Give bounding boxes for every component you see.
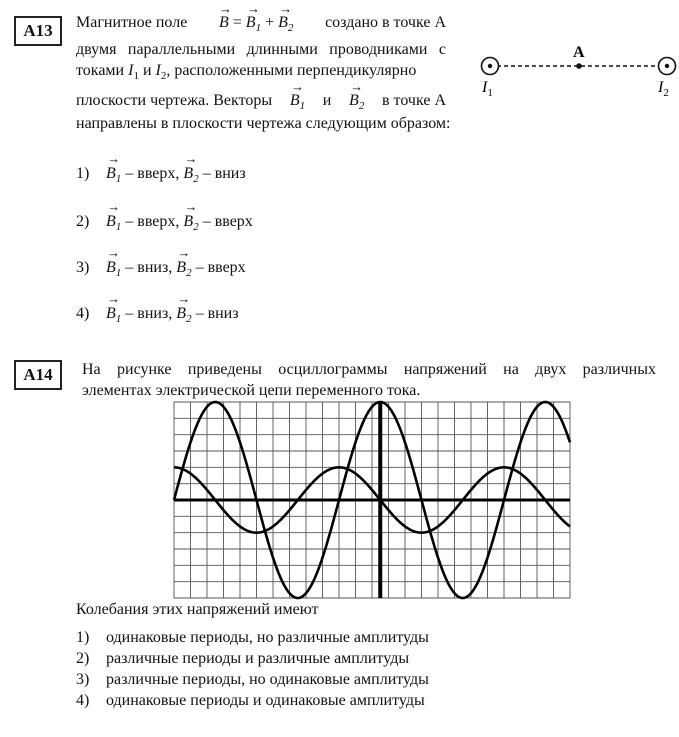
vector-B2-ref-letter: B [349, 92, 359, 109]
vector-B2-option [176, 305, 191, 325]
vector-B1-option [106, 165, 121, 185]
option-vector-letter: B [176, 305, 187, 322]
option-second: – вниз [202, 165, 246, 182]
option-vector-sub: 1 [115, 221, 122, 234]
vector-B1-option [106, 259, 121, 279]
option-number: 3) [76, 259, 90, 276]
option-vector-sub: 2 [186, 267, 192, 280]
option-first: – вверх, [125, 165, 180, 182]
a13-line4-end: в точке А [382, 92, 446, 109]
question-number-a13 [14, 16, 62, 46]
vector-B1-letter: B [245, 14, 256, 31]
a13-option-1[interactable] [76, 165, 246, 185]
option-vector-sub: 2 [193, 173, 199, 186]
a13-option-4[interactable] [76, 305, 239, 325]
option-first: – вниз, [125, 305, 173, 322]
option-vector-letter: B [106, 213, 116, 230]
a13-line3-start: токами [76, 62, 125, 79]
a13-after-formula: создано в точке А [325, 14, 446, 31]
option-number: 1) [76, 165, 90, 182]
option-vector-letter: B [183, 213, 194, 230]
label-I2 [657, 79, 669, 99]
current-I2-letter: I [155, 62, 161, 79]
option-first: – вниз, [125, 259, 173, 276]
option-number: 4) [76, 692, 90, 709]
a13-line-3 [76, 60, 446, 87]
current-I2-sub: 2 [160, 70, 167, 83]
option-text: различные периоды, но одинаковые амплитуды [106, 671, 429, 688]
a13-formula [219, 12, 293, 39]
point-a-dot [576, 63, 582, 69]
option-second: – вниз [195, 305, 239, 322]
vector-B1-ref-letter: B [289, 92, 300, 109]
vector-B2-option [183, 213, 198, 233]
vector-B1-sub: 1 [255, 22, 262, 35]
conductor-1-dot [488, 64, 492, 68]
vector-B1 [246, 12, 261, 39]
option-vector-sub: 2 [186, 313, 192, 326]
option-first: – вверх, [125, 213, 180, 230]
vector-B2-option [176, 259, 191, 279]
question-number-a14 [14, 360, 62, 390]
option-second: – вверх [195, 259, 246, 276]
a14-line-2: элементах электрической цепи переменного тока. [82, 382, 421, 399]
label-I1 [481, 79, 493, 99]
question-number-label: A13 [23, 21, 53, 40]
a13-line-2: двумя параллельными длинными проводниками с [76, 41, 446, 58]
a13-intro-text: Магнитное поле [76, 14, 188, 31]
question-number-label: A14 [23, 365, 53, 384]
option-number: 2) [76, 650, 90, 667]
label-I1-letter: I [482, 79, 488, 96]
a13-line-5: направлены в плоскости чертежа следующим образом: [76, 115, 451, 132]
a14-option-1[interactable] [76, 629, 429, 647]
a14-option-4[interactable] [76, 692, 425, 710]
a13-line4-start: плоскости чертежа. Векторы [76, 92, 273, 109]
oscillogram-chart [172, 400, 572, 600]
option-vector-letter: B [106, 305, 116, 322]
a13-line-1 [76, 12, 446, 39]
a14-option-3[interactable] [76, 671, 429, 689]
vector-B2-sub: 2 [287, 22, 294, 35]
a13-line3-and: и [142, 62, 152, 79]
label-I2-letter: I [658, 79, 664, 96]
vector-B2-letter: B [278, 14, 288, 31]
option-number: 4) [76, 305, 90, 322]
vector-B2-ref-sub: 2 [358, 100, 365, 113]
a13-line4-and: и [322, 92, 332, 109]
option-vector-letter: B [183, 165, 194, 182]
conductor-2-dot [665, 64, 669, 68]
a13-line3-end: , расположенными перпендикулярно [166, 62, 417, 79]
option-vector-letter: B [106, 259, 116, 276]
option-text: одинаковые периоды, но различные амплитуды [106, 629, 429, 646]
vector-B2-option [183, 165, 198, 185]
current-I1-letter: I [128, 62, 134, 79]
a14-line-1: На рисунке приведены осциллограммы напряжений на двух различных [82, 361, 656, 378]
option-vector-letter: B [106, 165, 116, 182]
vector-B: → B [219, 12, 229, 33]
current-I1-sub: 1 [133, 70, 139, 83]
a13-figure [460, 40, 679, 110]
option-second: – вверх [202, 213, 253, 230]
label-I1-sub: 1 [487, 87, 493, 99]
option-text: различные периоды и различные амплитуды [106, 650, 410, 667]
option-number: 2) [76, 213, 90, 230]
vector-B1-ref-sub: 1 [299, 100, 306, 113]
a14-option-2[interactable] [76, 650, 409, 668]
formula-equals: = [232, 14, 242, 31]
point-a-label: A [573, 44, 585, 61]
option-number: 3) [76, 671, 90, 688]
label-I2-sub: 2 [663, 87, 669, 99]
a14-question: Колебания этих напряжений имеют [76, 601, 319, 618]
option-vector-letter: B [176, 259, 187, 276]
option-number: 1) [76, 629, 90, 646]
formula-plus: + [265, 14, 275, 31]
option-vector-sub: 2 [193, 221, 199, 234]
vector-B1-option [106, 305, 121, 325]
a13-option-3[interactable] [76, 259, 246, 279]
option-vector-sub: 1 [115, 267, 122, 280]
a13-option-2[interactable] [76, 213, 253, 233]
option-vector-sub: 1 [115, 173, 122, 186]
option-vector-sub: 1 [115, 313, 122, 326]
vector-B2 [278, 12, 293, 39]
option-text: одинаковые периоды и одинаковые амплитуды [106, 692, 425, 709]
vector-B1-option [106, 213, 121, 233]
